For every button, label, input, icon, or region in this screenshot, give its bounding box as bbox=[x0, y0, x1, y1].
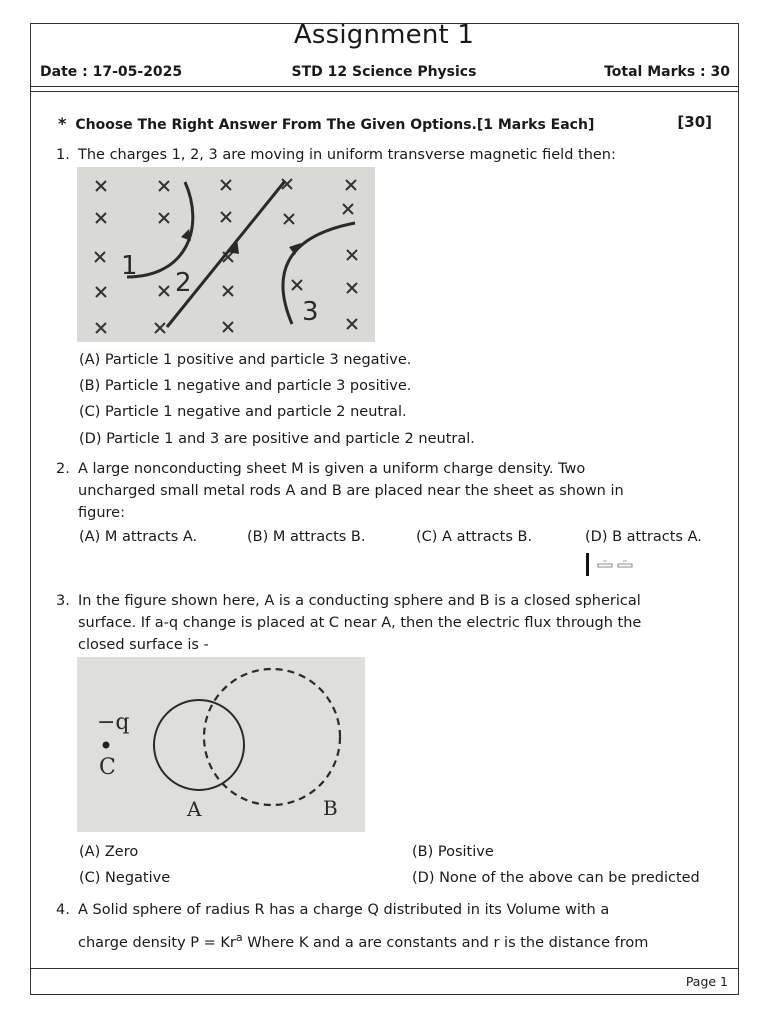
header-divider-double bbox=[30, 91, 739, 92]
q2-option-d: (D) B attracts A. bbox=[585, 529, 702, 545]
question-text-line-2: surface. If a-q change is placed at C near A, then the electric flux through the bbox=[78, 615, 642, 631]
label-3: 3 bbox=[302, 297, 319, 327]
sheet-and-rods-figure bbox=[585, 550, 635, 578]
section-instruction bbox=[58, 114, 594, 133]
label-2: 2 bbox=[175, 268, 192, 298]
q1-option-b: (B) Particle 1 negative and particle 3 positive. bbox=[79, 378, 412, 394]
question-3 bbox=[56, 590, 682, 656]
footer-divider bbox=[30, 968, 739, 969]
charge-point-c bbox=[103, 742, 110, 749]
question-text-line-3: closed surface is - bbox=[78, 637, 209, 653]
label-minus-q: −q bbox=[97, 710, 130, 735]
label-1: 1 bbox=[121, 251, 138, 281]
section-instruction-text: Choose The Right Answer From The Given Options.[1 Marks Each] bbox=[75, 117, 595, 133]
question-number: 4. bbox=[56, 902, 70, 918]
question-text: The charges 1, 2, 3 are moving in uniform transverse magnetic field then: bbox=[78, 147, 616, 163]
q4-text-post: Where K and a are constants and r is the distance from bbox=[242, 934, 649, 951]
page-title: Assignment 1 bbox=[293, 20, 475, 50]
q2-option-a: (A) M attracts A. bbox=[79, 529, 198, 545]
bullet-icon: * bbox=[58, 114, 67, 133]
question-number: 3. bbox=[56, 593, 70, 609]
label-b: B bbox=[323, 796, 338, 820]
q1-option-d: (D) Particle 1 and 3 are positive and particle 2 neutral. bbox=[79, 431, 475, 447]
q2-option-c: (C) A attracts B. bbox=[416, 529, 533, 545]
magnetic-field-figure bbox=[77, 167, 375, 342]
q3-option-d: (D) None of the above can be predicted bbox=[412, 870, 700, 886]
question-text-line-2: uncharged small metal rods A and B are placed near the sheet as shown in bbox=[78, 483, 624, 499]
question-1 bbox=[56, 144, 682, 166]
q3-option-b: (B) Positive bbox=[412, 844, 494, 860]
subject-label: STD 12 Science Physics bbox=[291, 64, 477, 80]
q4-text-pre: charge density P = Kr bbox=[78, 934, 236, 951]
question-text-line-3: figure: bbox=[78, 505, 125, 521]
q4-exponent: a bbox=[235, 931, 243, 944]
header-divider bbox=[30, 86, 739, 87]
q1-option-c: (C) Particle 1 negative and particle 2 neutral. bbox=[79, 404, 407, 420]
label-a: A bbox=[187, 797, 202, 821]
sphere-flux-figure bbox=[77, 657, 365, 832]
question-2 bbox=[56, 458, 682, 524]
question-text-line-1: A Solid sphere of radius R has a charge Q distributed in its Volume with a bbox=[78, 902, 610, 918]
question-text-line-2 bbox=[78, 924, 682, 957]
q1-option-a: (A) Particle 1 positive and particle 3 negative. bbox=[79, 352, 412, 368]
q3-option-c: (C) Negative bbox=[79, 870, 171, 886]
question-4 bbox=[56, 897, 682, 951]
page-number: Page 1 bbox=[685, 974, 728, 989]
label-c: C bbox=[99, 755, 116, 780]
question-text-line-1: A large nonconducting sheet M is given a uniform charge density. Two bbox=[78, 461, 586, 477]
question-number: 2. bbox=[56, 461, 70, 477]
question-text-line-1: In the figure shown here, A is a conducting sphere and B is a closed spherical bbox=[78, 593, 641, 609]
date-label: Date : 17-05-2025 bbox=[40, 64, 183, 80]
question-number: 1. bbox=[56, 147, 70, 163]
q2-option-b: (B) M attracts B. bbox=[247, 529, 366, 545]
section-marks: [30] bbox=[677, 113, 712, 131]
total-marks-label: Total Marks : 30 bbox=[604, 64, 730, 80]
q3-option-a: (A) Zero bbox=[79, 844, 139, 860]
